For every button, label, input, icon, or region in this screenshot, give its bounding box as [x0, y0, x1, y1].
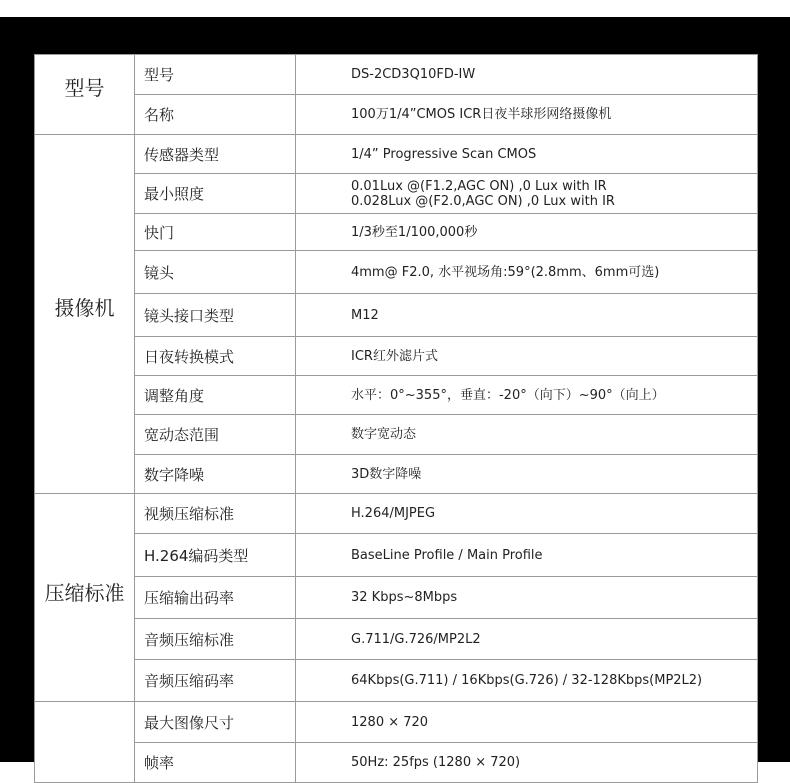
spec-value: [296, 214, 758, 251]
spec-value: [296, 743, 758, 783]
spec-label: 音频压缩标准: [135, 619, 296, 660]
spec-value-line: 0.01Lux @(F1.2,AGC ON) ,0 Lux with IR: [351, 178, 607, 194]
spec-value-line: 64Kbps(G.711) / 16Kbps(G.726) / 32-128Kbps(MP2L2): [351, 673, 703, 688]
section-category: 压缩标准: [35, 494, 135, 702]
spec-label: 数字降噪: [135, 455, 296, 494]
table-row: [35, 619, 758, 660]
spec-label: 音频压缩码率: [135, 660, 296, 702]
spec-value: [296, 55, 758, 95]
spec-value-line: 0.028Lux @(F2.0,AGC ON) ,0 Lux with IR: [351, 193, 615, 209]
spec-label: 视频压缩标准: [135, 494, 296, 534]
spec-value: [296, 135, 758, 174]
spec-label: 型号: [135, 55, 296, 95]
spec-table-body: [35, 55, 758, 783]
table-row: [35, 702, 758, 743]
spec-label: 名称: [135, 95, 296, 135]
spec-value-line: BaseLine Profile / Main Profile: [351, 547, 543, 563]
spec-value-line: DS-2CD3Q10FD-IW: [351, 67, 476, 82]
table-row: [35, 743, 758, 783]
section-category: 型号: [35, 55, 135, 135]
spec-label: 镜头: [135, 251, 296, 294]
table-row: [35, 455, 758, 494]
table-row: [35, 135, 758, 174]
table-row: [35, 251, 758, 294]
spec-value: [296, 494, 758, 534]
spec-value-line: 3D数字降噪: [351, 466, 422, 482]
spec-value-line: 100万1/4”CMOS ICR日夜半球形网络摄像机: [351, 107, 612, 122]
spec-label: 日夜转换模式: [135, 337, 296, 376]
spec-label: H.264编码类型: [135, 534, 296, 577]
spec-value-line: M12: [351, 307, 379, 323]
table-row: [35, 174, 758, 214]
spec-value: [296, 415, 758, 455]
spec-value-line: 1280 × 720: [351, 714, 429, 730]
spec-value: [296, 619, 758, 660]
table-row: [35, 534, 758, 577]
spec-value: [296, 294, 758, 337]
table-row: [35, 415, 758, 455]
section-category: [35, 702, 135, 783]
spec-label: 镜头接口类型: [135, 294, 296, 337]
spec-value-line: ICR红外滤片式: [351, 348, 438, 364]
spec-value: [296, 95, 758, 135]
spec-label: 帧率: [135, 743, 296, 783]
spec-label: 最小照度: [135, 174, 296, 214]
table-row: [35, 95, 758, 135]
spec-value: [296, 174, 758, 214]
table-row: [35, 376, 758, 415]
spec-value: [296, 337, 758, 376]
table-row: [35, 660, 758, 702]
spec-value: [296, 577, 758, 619]
spec-label: 宽动态范围: [135, 415, 296, 455]
spec-label: 最大图像尺寸: [135, 702, 296, 743]
spec-value: [296, 251, 758, 294]
spec-value: [296, 702, 758, 743]
spec-sheet: [34, 54, 758, 772]
spec-label: 压缩输出码率: [135, 577, 296, 619]
spec-label: 传感器类型: [135, 135, 296, 174]
spec-value-line: 50Hz: 25fps (1280 × 720): [351, 755, 521, 770]
table-row: [35, 55, 758, 95]
table-row: [35, 214, 758, 251]
spec-table: [34, 54, 758, 783]
spec-value-line: 32 Kbps~8Mbps: [351, 590, 458, 605]
table-row: [35, 337, 758, 376]
table-row: [35, 294, 758, 337]
spec-value-line: H.264/MJPEG: [351, 506, 436, 521]
spec-value: [296, 455, 758, 494]
table-row: [35, 577, 758, 619]
spec-value-line: 数字宽动态: [351, 427, 417, 442]
spec-value-line: 1/4” Progressive Scan CMOS: [351, 146, 537, 162]
spec-value: [296, 376, 758, 415]
spec-value-line: 水平：0°~355°，垂直：-20°（向下）~90°（向上）: [351, 387, 665, 403]
section-category: 摄像机: [35, 135, 135, 494]
spec-label: 调整角度: [135, 376, 296, 415]
table-row: [35, 494, 758, 534]
spec-value: [296, 660, 758, 702]
spec-value-line: G.711/G.726/MP2L2: [351, 631, 481, 647]
spec-label: 快门: [135, 214, 296, 251]
spec-value: [296, 534, 758, 577]
spec-value-line: 4mm@ F2.0, 水平视场角:59°(2.8mm、6mm可选): [351, 264, 660, 280]
spec-value-line: 1/3秒至1/100,000秒: [351, 224, 478, 240]
